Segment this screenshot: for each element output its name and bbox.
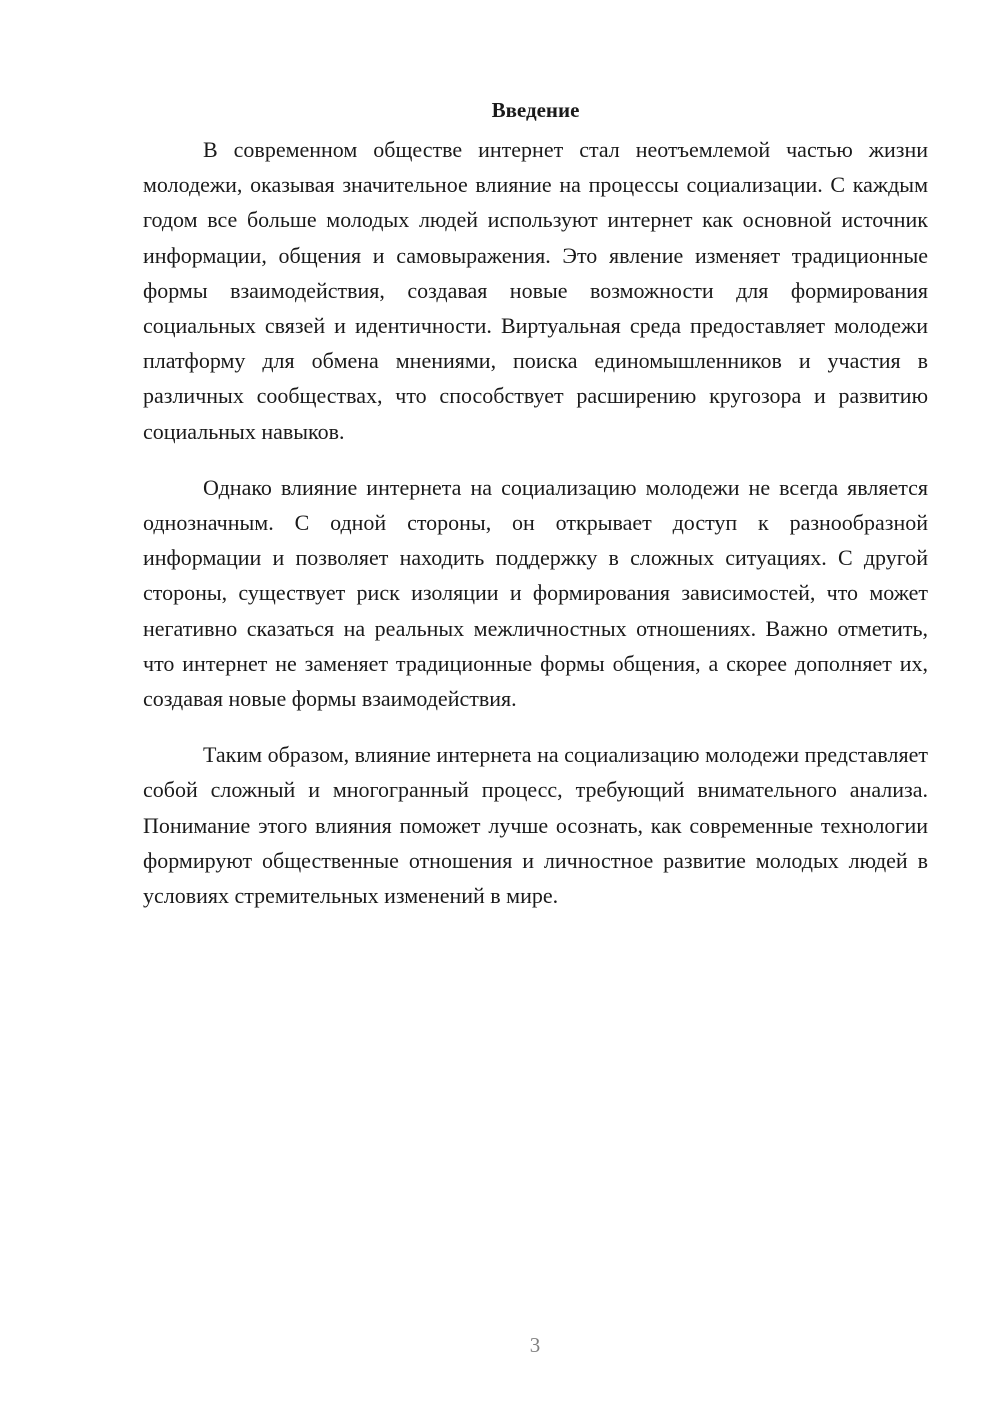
paragraph-1: В современном обществе интернет стал неотъемлемой частью жизни молодежи, оказывая значительное влияние на процессы социализации. С каждым годом все больше молодых людей используют интернет как основной источник информации, общения и самовыражения. Это явление изменяет традиционные формы взаимодействия, создавая новые возможности для формирования социальных связей и идентичности. Виртуальная среда предоставляет молодежи платформу для обмена мнениями, поиска единомышленников и участия в различных сообществах, что способствует расширению кругозора и развитию социальных навыков. [143,137,928,444]
page-number: 3 [529,1333,541,1357]
page-content [143,92,928,934]
paragraph-3: Таким образом, влияние интернета на социализацию молодежи представляет собой сложный и многогранный процесс, требующий внимательного анализа. Понимание этого влияния поможет лучше осознать, как современные технологии формируют общественные отношения и личностное развитие молодых людей в условиях стремительных изменений в мире. [143,742,928,909]
paragraph-2: Однако влияние интернета на социализацию молодежи не всегда является однозначным. С одной стороны, он открывает доступ к разнообразной информации и позволяет находить поддержку в сложных ситуациях. С другой стороны, существует риск изоляции и формирования зависимостей, что может негативно сказаться на реальных межличностных отношениях. Важно отметить, что интернет не заменяет традиционные формы общения, а скорее дополняет их, создавая новые формы взаимодействия. [143,474,928,712]
section-heading: Введение [491,98,580,122]
